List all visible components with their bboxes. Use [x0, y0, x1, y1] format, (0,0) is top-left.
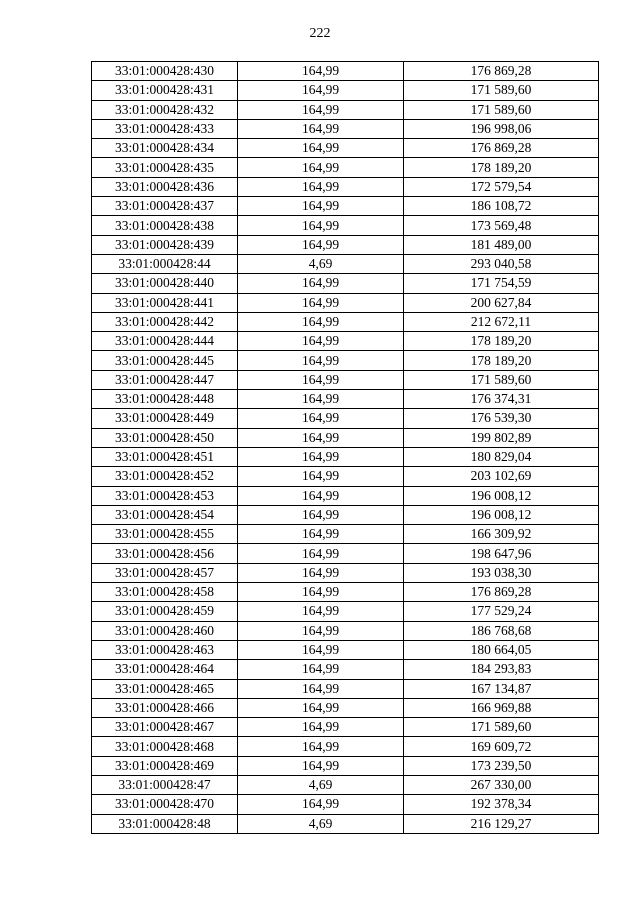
cadastral-number-cell: 33:01:000428:442 [92, 312, 238, 331]
cadastral-number-cell: 33:01:000428:436 [92, 177, 238, 196]
table-row [92, 583, 599, 602]
cadastral-number-cell: 33:01:000428:466 [92, 698, 238, 717]
cadastral-number-cell: 33:01:000428:457 [92, 563, 238, 582]
cadastral-value-cell: 171 589,60 [404, 718, 599, 737]
cadastral-number-cell: 33:01:000428:450 [92, 428, 238, 447]
area-cell: 164,99 [238, 525, 404, 544]
area-cell: 164,99 [238, 583, 404, 602]
area-cell: 164,99 [238, 428, 404, 447]
area-cell: 164,99 [238, 602, 404, 621]
table-row [92, 139, 599, 158]
table-row [92, 197, 599, 216]
cadastral-value-cell: 171 754,59 [404, 274, 599, 293]
cadastral-value-cell: 176 374,31 [404, 390, 599, 409]
area-cell: 164,99 [238, 563, 404, 582]
cadastral-value-cell: 192 378,34 [404, 795, 599, 814]
cadastral-number-cell: 33:01:000428:449 [92, 409, 238, 428]
cadastral-value-cell: 178 189,20 [404, 351, 599, 370]
cadastral-value-cell: 180 829,04 [404, 447, 599, 466]
area-cell: 164,99 [238, 312, 404, 331]
cadastral-value-cell: 167 134,87 [404, 679, 599, 698]
cadastral-number-cell: 33:01:000428:451 [92, 447, 238, 466]
area-cell: 164,99 [238, 216, 404, 235]
cadastral-number-cell: 33:01:000428:439 [92, 235, 238, 254]
area-cell: 164,99 [238, 197, 404, 216]
table-row [92, 447, 599, 466]
table-row [92, 795, 599, 814]
cadastral-value-cell: 166 969,88 [404, 698, 599, 717]
table-row [92, 158, 599, 177]
area-cell: 164,99 [238, 177, 404, 196]
table-row [92, 370, 599, 389]
area-cell: 164,99 [238, 544, 404, 563]
page-number: 222 [309, 26, 331, 41]
table-row [92, 254, 599, 273]
area-cell: 164,99 [238, 737, 404, 756]
cadastral-value-cell: 200 627,84 [404, 293, 599, 312]
table-row [92, 737, 599, 756]
table-row [92, 640, 599, 659]
area-cell: 164,99 [238, 409, 404, 428]
area-cell: 164,99 [238, 370, 404, 389]
table-row [92, 467, 599, 486]
table-row [92, 100, 599, 119]
cadastral-number-cell: 33:01:000428:434 [92, 139, 238, 158]
area-cell: 4,69 [238, 254, 404, 273]
area-cell: 4,69 [238, 814, 404, 833]
table-row [92, 563, 599, 582]
table-row [92, 390, 599, 409]
cadastral-number-cell: 33:01:000428:469 [92, 756, 238, 775]
table-row [92, 62, 599, 81]
cadastral-number-cell: 33:01:000428:433 [92, 119, 238, 138]
cadastral-number-cell: 33:01:000428:448 [92, 390, 238, 409]
area-cell: 164,99 [238, 274, 404, 293]
cadastral-value-cell: 181 489,00 [404, 235, 599, 254]
cadastral-value-cell: 186 768,68 [404, 621, 599, 640]
cadastral-value-cell: 169 609,72 [404, 737, 599, 756]
area-cell: 164,99 [238, 293, 404, 312]
table-row [92, 351, 599, 370]
table-row [92, 525, 599, 544]
cadastral-number-cell: 33:01:000428:47 [92, 775, 238, 794]
area-cell: 164,99 [238, 756, 404, 775]
cadastral-value-cell: 177 529,24 [404, 602, 599, 621]
area-cell: 164,99 [238, 486, 404, 505]
table-body [92, 62, 599, 834]
cadastral-value-cell: 196 998,06 [404, 119, 599, 138]
table-row [92, 177, 599, 196]
area-cell: 164,99 [238, 81, 404, 100]
cadastral-value-cell: 171 589,60 [404, 370, 599, 389]
area-cell: 164,99 [238, 390, 404, 409]
table-row [92, 698, 599, 717]
cadastral-number-cell: 33:01:000428:430 [92, 62, 238, 81]
area-cell: 164,99 [238, 795, 404, 814]
table-row [92, 486, 599, 505]
cadastral-value-cell: 198 647,96 [404, 544, 599, 563]
cadastral-number-cell: 33:01:000428:458 [92, 583, 238, 602]
area-cell: 164,99 [238, 718, 404, 737]
cadastral-number-cell: 33:01:000428:459 [92, 602, 238, 621]
cadastral-value-cell: 199 802,89 [404, 428, 599, 447]
cadastral-value-cell: 184 293,83 [404, 660, 599, 679]
table-row [92, 409, 599, 428]
cadastral-value-cell: 172 579,54 [404, 177, 599, 196]
cadastral-number-cell: 33:01:000428:460 [92, 621, 238, 640]
cadastral-number-cell: 33:01:000428:44 [92, 254, 238, 273]
table-row [92, 216, 599, 235]
area-cell: 164,99 [238, 235, 404, 254]
cadastral-value-cell: 173 569,48 [404, 216, 599, 235]
cadastral-value-cell: 171 589,60 [404, 81, 599, 100]
cadastral-number-cell: 33:01:000428:454 [92, 505, 238, 524]
table-row [92, 81, 599, 100]
cadastral-value-cell: 216 129,27 [404, 814, 599, 833]
area-cell: 164,99 [238, 467, 404, 486]
cadastral-number-cell: 33:01:000428:463 [92, 640, 238, 659]
table-row [92, 814, 599, 833]
cadastral-value-cell: 193 038,30 [404, 563, 599, 582]
cadastral-number-cell: 33:01:000428:453 [92, 486, 238, 505]
cadastral-value-cell: 176 869,28 [404, 583, 599, 602]
table-row [92, 775, 599, 794]
table-row [92, 428, 599, 447]
area-cell: 164,99 [238, 351, 404, 370]
cadastral-number-cell: 33:01:000428:470 [92, 795, 238, 814]
cadastral-number-cell: 33:01:000428:441 [92, 293, 238, 312]
cadastral-number-cell: 33:01:000428:444 [92, 332, 238, 351]
table-row [92, 119, 599, 138]
area-cell: 164,99 [238, 505, 404, 524]
cadastral-number-cell: 33:01:000428:455 [92, 525, 238, 544]
cadastral-value-table [91, 61, 599, 834]
cadastral-value-cell: 203 102,69 [404, 467, 599, 486]
cadastral-number-cell: 33:01:000428:452 [92, 467, 238, 486]
cadastral-value-cell: 173 239,50 [404, 756, 599, 775]
cadastral-value-cell: 196 008,12 [404, 505, 599, 524]
table-row [92, 505, 599, 524]
cadastral-value-cell: 267 330,00 [404, 775, 599, 794]
area-cell: 4,69 [238, 775, 404, 794]
area-cell: 164,99 [238, 119, 404, 138]
table-row [92, 312, 599, 331]
cadastral-value-cell: 176 869,28 [404, 139, 599, 158]
cadastral-value-cell: 171 589,60 [404, 100, 599, 119]
cadastral-number-cell: 33:01:000428:432 [92, 100, 238, 119]
area-cell: 164,99 [238, 621, 404, 640]
cadastral-number-cell: 33:01:000428:445 [92, 351, 238, 370]
table-row [92, 660, 599, 679]
table-row [92, 293, 599, 312]
area-cell: 164,99 [238, 158, 404, 177]
cadastral-value-cell: 196 008,12 [404, 486, 599, 505]
table-row [92, 235, 599, 254]
cadastral-number-cell: 33:01:000428:438 [92, 216, 238, 235]
cadastral-value-cell: 293 040,58 [404, 254, 599, 273]
area-cell: 164,99 [238, 332, 404, 351]
cadastral-number-cell: 33:01:000428:431 [92, 81, 238, 100]
cadastral-value-cell: 176 539,30 [404, 409, 599, 428]
cadastral-number-cell: 33:01:000428:456 [92, 544, 238, 563]
cadastral-value-cell: 178 189,20 [404, 332, 599, 351]
table-row [92, 602, 599, 621]
cadastral-number-cell: 33:01:000428:468 [92, 737, 238, 756]
cadastral-value-cell: 212 672,11 [404, 312, 599, 331]
area-cell: 164,99 [238, 679, 404, 698]
cadastral-value-cell: 176 869,28 [404, 62, 599, 81]
cadastral-number-cell: 33:01:000428:435 [92, 158, 238, 177]
table-row [92, 332, 599, 351]
area-cell: 164,99 [238, 62, 404, 81]
cadastral-value-cell: 166 309,92 [404, 525, 599, 544]
table-row [92, 274, 599, 293]
table-row [92, 679, 599, 698]
area-cell: 164,99 [238, 698, 404, 717]
cadastral-number-cell: 33:01:000428:464 [92, 660, 238, 679]
area-cell: 164,99 [238, 640, 404, 659]
cadastral-number-cell: 33:01:000428:440 [92, 274, 238, 293]
table-row [92, 544, 599, 563]
area-cell: 164,99 [238, 447, 404, 466]
area-cell: 164,99 [238, 660, 404, 679]
cadastral-number-cell: 33:01:000428:48 [92, 814, 238, 833]
table-row [92, 756, 599, 775]
area-cell: 164,99 [238, 100, 404, 119]
cadastral-number-cell: 33:01:000428:465 [92, 679, 238, 698]
table-row [92, 718, 599, 737]
cadastral-number-cell: 33:01:000428:437 [92, 197, 238, 216]
cadastral-number-cell: 33:01:000428:467 [92, 718, 238, 737]
table-row [92, 621, 599, 640]
cadastral-number-cell: 33:01:000428:447 [92, 370, 238, 389]
area-cell: 164,99 [238, 139, 404, 158]
cadastral-value-cell: 180 664,05 [404, 640, 599, 659]
cadastral-value-cell: 178 189,20 [404, 158, 599, 177]
cadastral-value-cell: 186 108,72 [404, 197, 599, 216]
